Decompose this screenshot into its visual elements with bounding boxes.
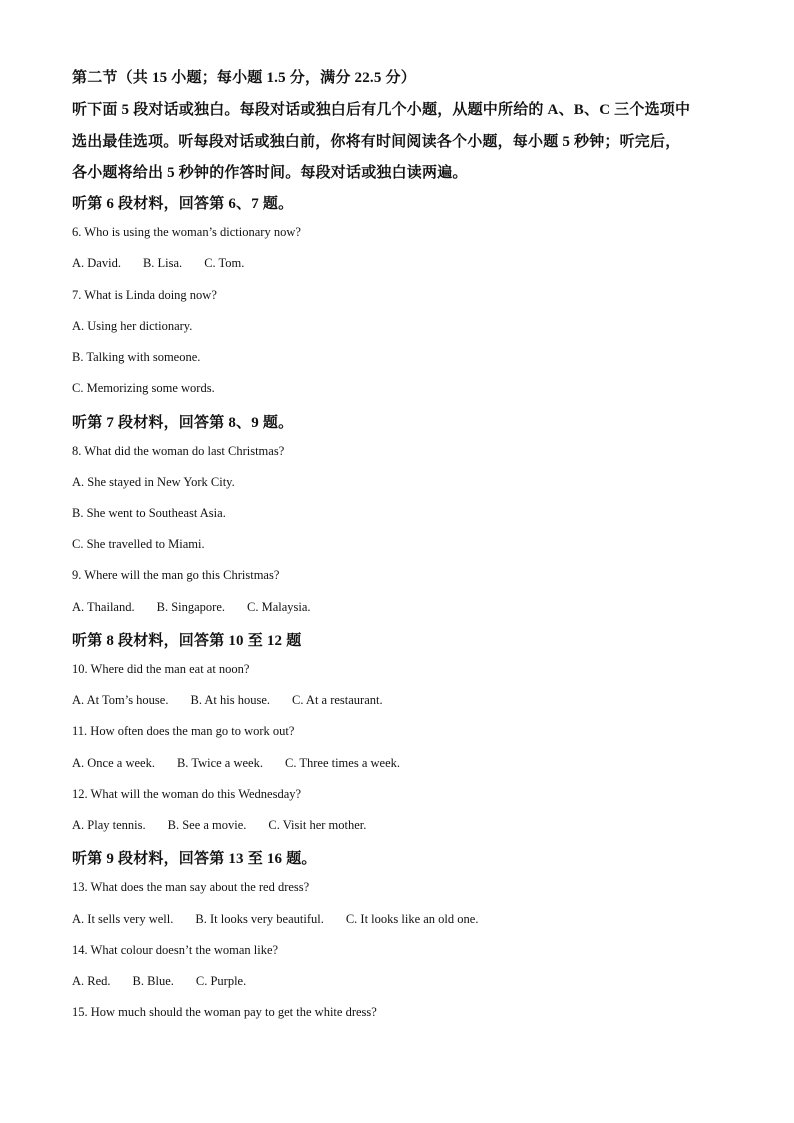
instruction-line-3: 各小题将给出 5 秒钟的作答时间。每段对话或独白读两遍。 xyxy=(72,165,468,181)
question-6: 6. Who is using the woman’s dictionary now? xyxy=(72,225,301,239)
option-c: C. Purple. xyxy=(195,974,247,988)
instruction-line-1: 听下面 5 段对话或独白。每段对话或独白后有几个小题，从题中所给的 A、B、C 三个选项中 xyxy=(72,102,691,118)
option-a: A. It sells very well. xyxy=(72,912,174,926)
option-c: C. Tom. xyxy=(204,256,245,270)
question-8: 8. What did the woman do last Christmas? xyxy=(72,444,285,458)
option-8a: A. She stayed in New York City. xyxy=(72,475,235,489)
option-c: C. It looks like an old one. xyxy=(345,912,479,926)
options-14 xyxy=(72,974,246,989)
question-15: 15. How much should the woman pay to get the white dress? xyxy=(72,1005,377,1019)
option-a: A. At Tom’s house. xyxy=(72,693,169,707)
question-7: 7. What is Linda doing now? xyxy=(72,288,217,302)
option-8b: B. She went to Southeast Asia. xyxy=(72,506,226,520)
option-b: B. It looks very beautiful. xyxy=(195,912,324,926)
option-7c: C. Memorizing some words. xyxy=(72,381,215,395)
options-13 xyxy=(72,912,478,927)
option-a: A. Once a week. xyxy=(72,756,155,770)
options-9 xyxy=(72,600,311,615)
options-6 xyxy=(72,256,244,271)
option-7a: A. Using her dictionary. xyxy=(72,319,193,333)
group-heading-8: 听第 8 段材料，回答第 10 至 12 题 xyxy=(72,633,302,649)
group-heading-9: 听第 9 段材料，回答第 13 至 16 题。 xyxy=(72,851,317,867)
option-b: B. Twice a week. xyxy=(176,756,263,770)
options-12 xyxy=(72,818,366,833)
option-8c: C. She travelled to Miami. xyxy=(72,537,205,551)
options-11 xyxy=(72,756,400,771)
group-heading-6: 听第 6 段材料，回答第 6、7 题。 xyxy=(72,196,294,212)
instruction-line-2: 选出最佳选项。听每段对话或独白前，你将有时间阅读各个小题，每小题 5 秒钟；听完后， xyxy=(72,134,681,150)
option-c: C. At a restaurant. xyxy=(292,693,383,707)
option-b: B. At his house. xyxy=(190,693,271,707)
option-a: A. Red. xyxy=(72,974,111,988)
option-b: B. Lisa. xyxy=(142,256,183,270)
section-title: 第二节（共 15 小题；每小题 1.5 分，满分 22.5 分） xyxy=(72,70,416,86)
option-a: A. David. xyxy=(72,256,121,270)
option-b: B. Blue. xyxy=(132,974,174,988)
options-10 xyxy=(72,693,383,708)
question-10: 10. Where did the man eat at noon? xyxy=(72,662,250,676)
option-a: A. Thailand. xyxy=(72,600,135,614)
option-c: C. Three times a week. xyxy=(284,756,400,770)
question-13: 13. What does the man say about the red dress? xyxy=(72,880,310,894)
question-14: 14. What colour doesn’t the woman like? xyxy=(72,943,279,957)
group-heading-7: 听第 7 段材料，回答第 8、9 题。 xyxy=(72,415,294,431)
question-11: 11. How often does the man go to work out? xyxy=(72,724,295,738)
question-9: 9. Where will the man go this Christmas? xyxy=(72,568,280,582)
option-7b: B. Talking with someone. xyxy=(72,350,201,364)
option-b: B. Singapore. xyxy=(156,600,226,614)
option-c: C. Visit her mother. xyxy=(268,818,367,832)
option-b: B. See a movie. xyxy=(167,818,247,832)
option-c: C. Malaysia. xyxy=(247,600,311,614)
option-a: A. Play tennis. xyxy=(72,818,146,832)
question-12: 12. What will the woman do this Wednesday? xyxy=(72,787,302,801)
